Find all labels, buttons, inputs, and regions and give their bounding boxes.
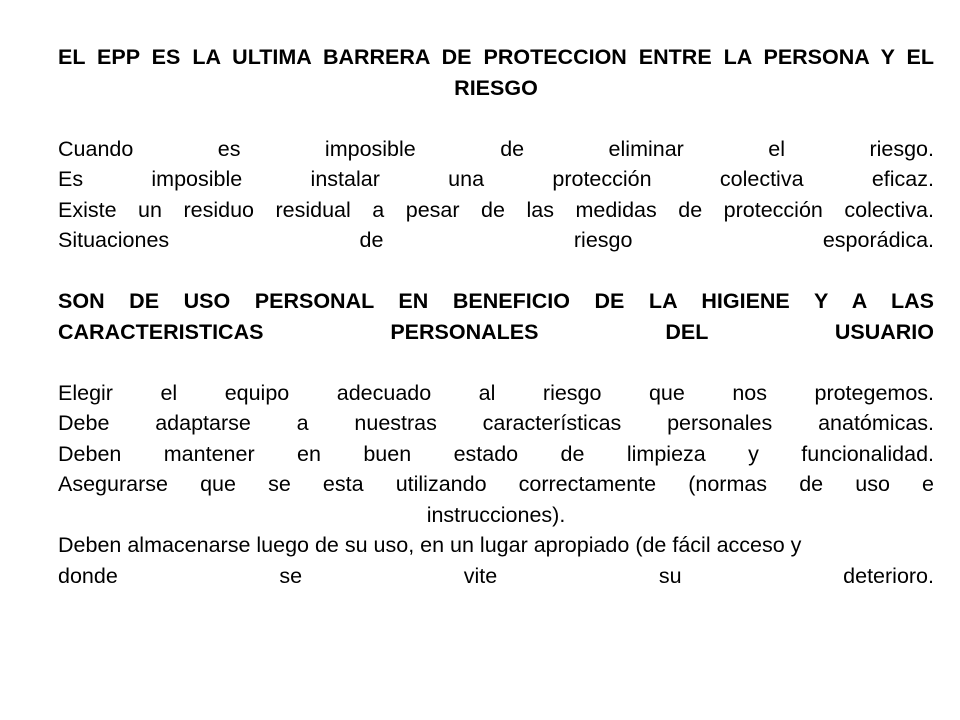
- when-item-1: Cuando es imposible de eliminar el riesgo.: [58, 136, 934, 161]
- when-item-2: Es imposible instalar una protección colectiva eficaz.: [58, 167, 934, 191]
- heading-epp-line-1: EL EPP ES LA ULTIMA BARRERA DE PROTECCION ENTRE LA PERSONA Y EL: [58, 45, 934, 69]
- heading-uso-line-1: SON DE USO PERSONAL EN BENEFICIO DE LA HIGIENE Y A LAS: [58, 289, 934, 313]
- rule-line-1: Elegir el equipo adecuado al riesgo que nos protegemos.: [58, 380, 934, 405]
- spacer: [58, 347, 934, 378]
- rule-line-2: Debe adaptarse a nuestras características personales anatómicas.: [58, 411, 934, 435]
- spacer: [58, 103, 934, 134]
- spacer: [58, 256, 934, 287]
- rule-line-4: Asegurarse que se esta utilizando correctamente (normas de uso e: [58, 472, 934, 496]
- slide-text-body: [58, 42, 934, 591]
- when-item-3: Existe un residuo residual a pesar de las medidas de protección colectiva.: [58, 197, 934, 222]
- rule-line-5: instrucciones).: [426, 502, 566, 527]
- heading-epp-line-2: RIESGO: [454, 75, 538, 100]
- rule-line-6: Deben almacenarse luego de su uso, en un lugar apropiado (de fácil acceso y: [58, 533, 802, 557]
- rule-line-3: Deben mantener en buen estado de limpieza y funcionalidad.: [58, 441, 934, 466]
- rule-line-7: donde se vite su deterioro.: [58, 563, 934, 588]
- when-item-4: Situaciones de riesgo esporádica.: [58, 228, 934, 252]
- heading-uso-line-2: CARACTERISTICAS PERSONALES DEL USUARIO: [58, 319, 934, 344]
